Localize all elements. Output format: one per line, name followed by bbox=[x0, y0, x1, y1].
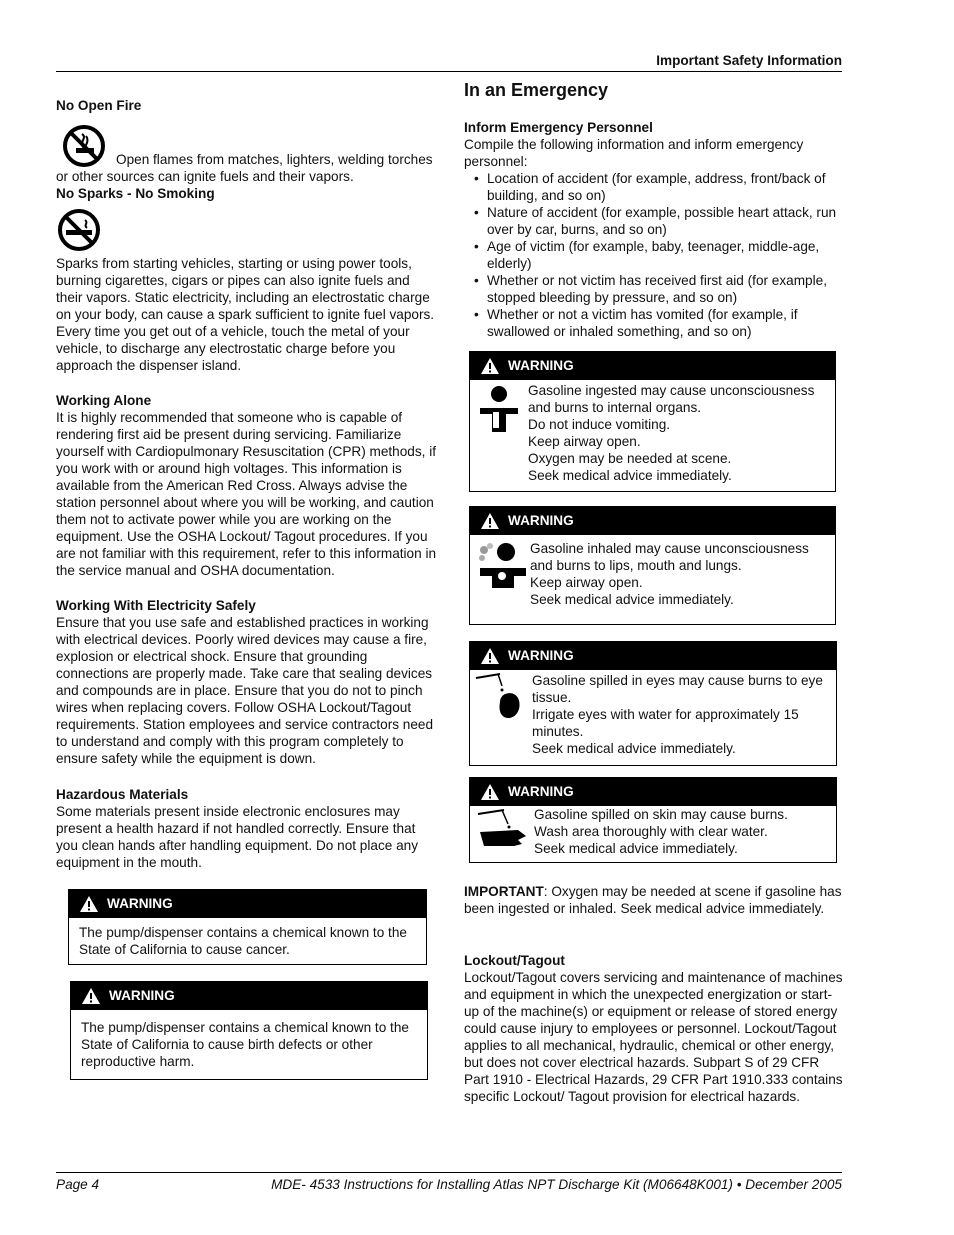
warning-lines bbox=[530, 540, 829, 608]
footer-rule bbox=[56, 1172, 842, 1173]
warning-label: WARNING bbox=[508, 784, 574, 799]
inform-intro: Compile the following information and inform emergency personnel: bbox=[464, 137, 804, 169]
warning-line: Seek medical advice immediately. bbox=[534, 841, 738, 856]
warning-label: WARNING bbox=[109, 988, 175, 1003]
warning-triangle-icon bbox=[480, 512, 500, 530]
skin-hazard-icon bbox=[474, 806, 530, 852]
page-number: Page 4 bbox=[56, 1177, 100, 1192]
list-item: • Whether or not victim has received first aid (for example, stopped bleeding by pressure, and so on) bbox=[464, 272, 844, 306]
no-smoking-icon bbox=[57, 208, 103, 252]
warning-line: Gasoline spilled on skin may cause burns. bbox=[534, 807, 788, 822]
document-title: MDE- 4533 Instructions for Installing Atlas NPT Discharge Kit (M06648K001) • December 2005 bbox=[271, 1177, 842, 1192]
warning-line: Gasoline spilled in eyes may cause burns to eye tissue. bbox=[532, 673, 823, 705]
list-item: • Whether or not a victim has vomited (for example, if swallowed or inhaled something, and so on) bbox=[464, 306, 844, 340]
warning-box-eyes bbox=[469, 641, 837, 766]
warning-box-birth-defects bbox=[70, 981, 428, 1080]
section-title: In an Emergency bbox=[464, 80, 609, 100]
warning-text: The pump/dispenser contains a chemical known to the State of California to cause birth defects or other reproductive harm. bbox=[81, 1020, 409, 1069]
important-label: IMPORTANT bbox=[464, 884, 544, 899]
no-open-fire-heading: No Open Fire bbox=[56, 98, 142, 113]
warning-line: Keep airway open. bbox=[530, 575, 643, 590]
warning-label: WARNING bbox=[107, 896, 173, 911]
inform-list bbox=[464, 170, 844, 340]
running-header: Important Safety Information bbox=[656, 53, 842, 68]
working-alone-section bbox=[56, 392, 438, 579]
warning-bar bbox=[69, 890, 426, 918]
no-sparks-heading: No Sparks - No Smoking bbox=[56, 186, 215, 201]
warning-line: Keep airway open. bbox=[528, 434, 641, 449]
warning-line: Do not induce vomiting. bbox=[528, 417, 671, 432]
warning-line: Gasoline inhaled may cause unconsciousness and burns to lips, mouth and lungs. bbox=[530, 541, 809, 573]
list-item: • Location of accident (for example, address, front/back of building, and so on) bbox=[464, 170, 844, 204]
important-text: : Oxygen may be needed at scene if gasoline has been ingested or inhaled. Seek medical advice immediately. bbox=[464, 884, 842, 916]
eye-hazard-icon bbox=[474, 672, 528, 722]
warning-line: Seek medical advice immediately. bbox=[532, 741, 736, 756]
ingestion-hazard-icon bbox=[474, 382, 524, 436]
warning-bar bbox=[470, 507, 835, 535]
warning-triangle-icon bbox=[81, 987, 101, 1005]
warning-line: Oxygen may be needed at scene. bbox=[528, 451, 732, 466]
no-sparks-body bbox=[56, 255, 438, 374]
warning-line: Seek medical advice immediately. bbox=[528, 468, 732, 483]
lockout-heading: Lockout/Tagout bbox=[464, 953, 565, 968]
warning-triangle-icon bbox=[480, 783, 500, 801]
lockout-section bbox=[464, 952, 844, 1105]
inhalation-hazard-icon bbox=[476, 540, 528, 588]
warning-bar bbox=[71, 982, 427, 1010]
electricity-section bbox=[56, 597, 438, 767]
warning-line: Gasoline ingested may cause unconsciousness and burns to internal organs. bbox=[528, 383, 815, 415]
lockout-text: Lockout/Tagout covers servicing and maintenance of machines and equipment in which the unexpected energization or start-up of the machine(s) or equipment or release of stored energy could cause injury to employees or personnel. Lockout/Tagout applies to all mechanical, hydraulic, chemical or other energy, but does not cover electrical hazards. Subpart S of 29 CFR Part 1910 - Electrical Hazards, 29 CFR Part 1910.333 contains specific Lockout/ Tagout provision for electrical hazards. bbox=[464, 970, 843, 1104]
warning-label: WARNING bbox=[508, 648, 574, 663]
warning-lines bbox=[528, 382, 829, 484]
warning-line: Seek medical advice immediately. bbox=[530, 592, 734, 607]
electricity-heading: Working With Electricity Safely bbox=[56, 598, 256, 613]
warning-label: WARNING bbox=[508, 513, 574, 528]
warning-text: The pump/dispenser contains a chemical known to the State of California to cause cancer. bbox=[79, 925, 407, 957]
warning-triangle-icon bbox=[480, 357, 500, 375]
electricity-text: Ensure that you use safe and established practices in working with electrical devices. Poorly wired devices may cause a fire, explosion or electrical shock. Ensure that grounding connections are properly made. Take care that sealing devices and compounds are in place. Ensure that you do not to pinch wires when replacing covers. Follow OSHA Lockout/Tagout requirements. Station employees and service contractors need to understand and comply with this program completely to ensure safety while the equipment is down. bbox=[56, 615, 434, 766]
warning-bar bbox=[470, 352, 835, 380]
warning-triangle-icon bbox=[480, 647, 500, 665]
list-item: • Age of victim (for example, baby, teenager, middle-age, elderly) bbox=[464, 238, 844, 272]
hazardous-section bbox=[56, 786, 438, 871]
warning-box-ingested bbox=[469, 351, 836, 492]
warning-label: WARNING bbox=[508, 358, 574, 373]
important-note bbox=[464, 883, 844, 917]
no-open-fire-body bbox=[56, 151, 438, 202]
list-item: • Nature of accident (for example, possible heart attack, run over by car, burns, and so on) bbox=[464, 204, 844, 238]
no-sparks-text: Sparks from starting vehicles, starting or using power tools, burning cigarettes, cigars or pipes can also ignite fuels and their vapors. Static electricity, including an electrostatic charge on your body, can cause a spark sufficient to ignite fuel vapors. Every time you get out of a vehicle, touch the metal of your vehicle, to discharge any electrostatic charge before you approach the dispenser island. bbox=[56, 256, 435, 373]
working-alone-heading: Working Alone bbox=[56, 393, 152, 408]
no-open-fire-section bbox=[56, 97, 438, 114]
warning-lines bbox=[534, 806, 788, 857]
hazardous-text: Some materials present inside electronic enclosures may present a health hazard if not handled correctly. Ensure that you clean hands after handling equipment. Do not place any equipment in the mouth. bbox=[56, 804, 418, 870]
warning-bar bbox=[470, 642, 836, 670]
warning-lines bbox=[532, 672, 830, 757]
warning-bar bbox=[470, 778, 836, 806]
warning-box-skin bbox=[469, 777, 837, 863]
warning-triangle-icon bbox=[79, 895, 99, 913]
inform-heading: Inform Emergency Personnel bbox=[464, 120, 653, 135]
hazardous-heading: Hazardous Materials bbox=[56, 787, 189, 802]
header-rule bbox=[56, 71, 842, 72]
warning-line: Wash area thoroughly with clear water. bbox=[534, 824, 768, 839]
no-open-fire-text: Open flames from matches, lighters, welding torches or other sources can ignite fuels and their vapors. bbox=[56, 152, 433, 184]
warning-line: Irrigate eyes with water for approximately 15 minutes. bbox=[532, 707, 799, 739]
warning-box-inhaled bbox=[469, 506, 836, 625]
working-alone-text: It is highly recommended that someone who is capable of rendering first aid be present during servicing. Familiarize yourself with Cardiopulmonary Resuscitation (CPR) methods, if you work with or around high voltages. This information is available from the American Red Cross. Always advise the station personnel about where you will be working, and caution them not to activate power while you are working on the equipment. Use the OSHA Lockout/ Tagout procedures. If you are not familiar with this requirement, refer to this information in the service manual and OSHA documentation. bbox=[56, 410, 437, 578]
warning-box-cancer bbox=[68, 889, 427, 965]
inform-section bbox=[464, 119, 844, 340]
